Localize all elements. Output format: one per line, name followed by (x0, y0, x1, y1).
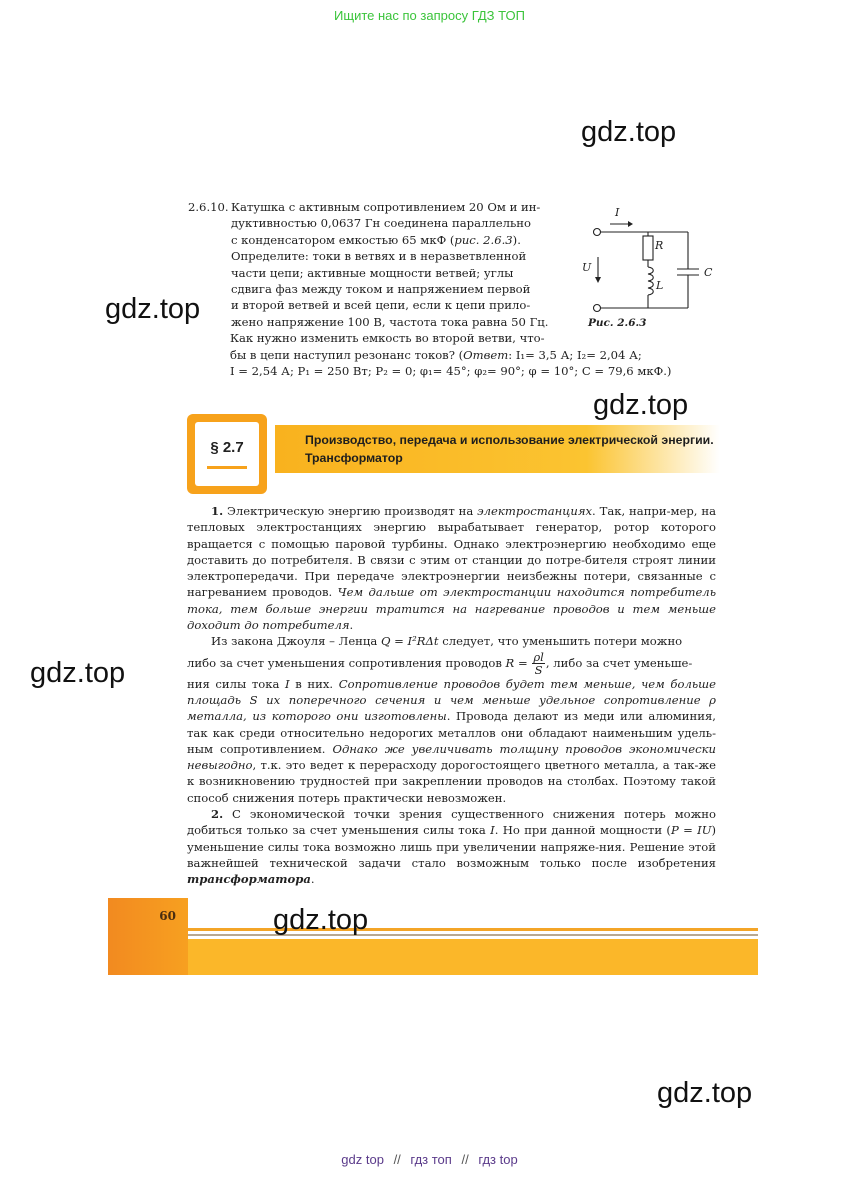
capacitor-label: C (704, 266, 713, 279)
top-search-banner: Ищите нас по запросу ГДЗ ТОП (334, 8, 525, 23)
footer-band (188, 939, 758, 975)
figure-reference: рис. 2.6.3 (454, 232, 513, 247)
watermark: gdz.top (657, 1077, 753, 1109)
watermark: gdz.top (273, 904, 369, 936)
circuit-figure (582, 205, 728, 331)
paragraph-2: Из закона Джоуля – Ленца Q = I²RΔt следует, что уменьшить потери можно (211, 634, 683, 649)
link-separator: // (461, 1152, 469, 1167)
current-label: I (615, 206, 620, 219)
section-title: Производство, передача и использование электрической энергии. Трансформатор (305, 433, 714, 465)
page-number: 60 (159, 909, 176, 923)
link-gdz-top[interactable]: gdz top (341, 1152, 384, 1167)
paragraph-1: 1. Электрическую энергию производят на электростанциях. Так, напри-мер, на тепловых электростанциях энергию вырабатывает генератор, ротор которого вращается с помощью паровой турбины. Однако электроэнергию необходимо еще доставить до потребителя. В связи с этим от станции до потре-бителя строят линии электропередачи. При передаче электроэнергии неизбежны потери, связанные с нагреванием проводов. Чем дальше от электростанции находится потребитель тока, тем больше энергии тратится на нагревание проводов и тем меньше доходит до потребителя. (187, 504, 717, 633)
resistor-label: R (655, 239, 664, 252)
figure-caption: Рис. 2.6.3 (588, 317, 647, 329)
problem-line: жено напряжение 100 В, частота тока равна 50 Гц. (231, 314, 549, 329)
link-gdz-top-mixed[interactable]: гдз top (478, 1152, 518, 1167)
resistance-fraction: $\frac{\rho l}{S}$ (533, 650, 544, 678)
term-transformer: трансформатора (187, 872, 311, 887)
section-underline (207, 466, 247, 469)
watermark: gdz.top (581, 116, 677, 148)
problem-line: бы в цепи наступил резонанс токов? (Ответ: I₁= 3,5 А; I₂= 2,04 А; (230, 347, 642, 362)
watermark: gdz.top (105, 293, 201, 325)
problem-line: дуктивностью 0,0637 Гн соединена параллельно (231, 216, 531, 231)
answer-label: Ответ (463, 347, 509, 362)
section-badge (187, 414, 267, 494)
answer-line: I = 2,54 А; P₁ = 250 Вт; P₂ = 0; φ₁= 45°; φ₂= 90°; φ = 10°; C = 79,6 мкФ.) (230, 364, 672, 379)
problem-line: Как нужно изменить емкость во второй ветви, что- (230, 331, 545, 346)
problem-line: Катушка с активным сопротивлением 20 Ом и ин- (231, 200, 541, 214)
problem-line: части цепи; активные мощности ветвей; углы (231, 265, 514, 280)
joule-lenz-formula: Q = I²RΔt (380, 634, 439, 649)
problem-number: 2.6.10. (188, 200, 229, 214)
problem-line: сдвига фаз между током и напряжением первой (231, 282, 531, 297)
watermark: gdz.top (593, 389, 689, 421)
circuit-diagram (588, 205, 728, 317)
problem-line: и второй ветвей и всей цепи, если к цепи прило- (231, 298, 531, 313)
bottom-links (0, 1152, 859, 1167)
link-gdz-top-ru[interactable]: гдз топ (410, 1152, 452, 1167)
paragraph-2-continued: либо за счет уменьшения сопротивления проводов R = $\frac{\rho l}{S}$ , либо за счет уменьше- (187, 650, 693, 678)
voltage-label: U (582, 261, 592, 274)
main-text (187, 503, 716, 888)
section-number: § 2.7 (210, 439, 244, 456)
inductor-label: L (656, 279, 664, 292)
problem-line: Определите: токи в ветвях и в неразветвленной (231, 249, 527, 264)
watermark: gdz.top (30, 657, 126, 689)
paragraph-3: 2. С экономической точки зрения существенного снижения потерь можно добиться только за счет уменьшения силы тока I. Но при данной мощности (P = IU) уменьшение силы тока возможно лишь при увеличении напряже-ния. Решение этой важнейшей технической задачи стало возможным только после изобретения трансформатора. (187, 807, 716, 887)
paragraph-2-rest: ния силы тока I в них. Сопротивление проводов будет тем меньше, чем больше площадь S их поперечного сечения и чем меньше удельное сопротивление ρ металла, из которого они изготовлены. Провода делают из меди или алюминия, так как среди относительно недорогих металлов они обладают наименьшим удель-ным сопротивлением. Однако же увеличивать толщину проводов экономически невыгодно, т.к. это ведет к перерасходу дорогостоящего цветного металла, а так-же к возникновению трудностей при закреплении проводов на столбах. Поэтому такой способ снижения потерь практически невозможен. (187, 676, 716, 805)
answer-values: : I₁= 3,5 А; I₂= 2,04 А; (508, 347, 642, 362)
problem-line: с конденсатором емкостью 65 мкФ (рис. 2.6.3). (231, 232, 521, 247)
link-separator: // (393, 1152, 401, 1167)
